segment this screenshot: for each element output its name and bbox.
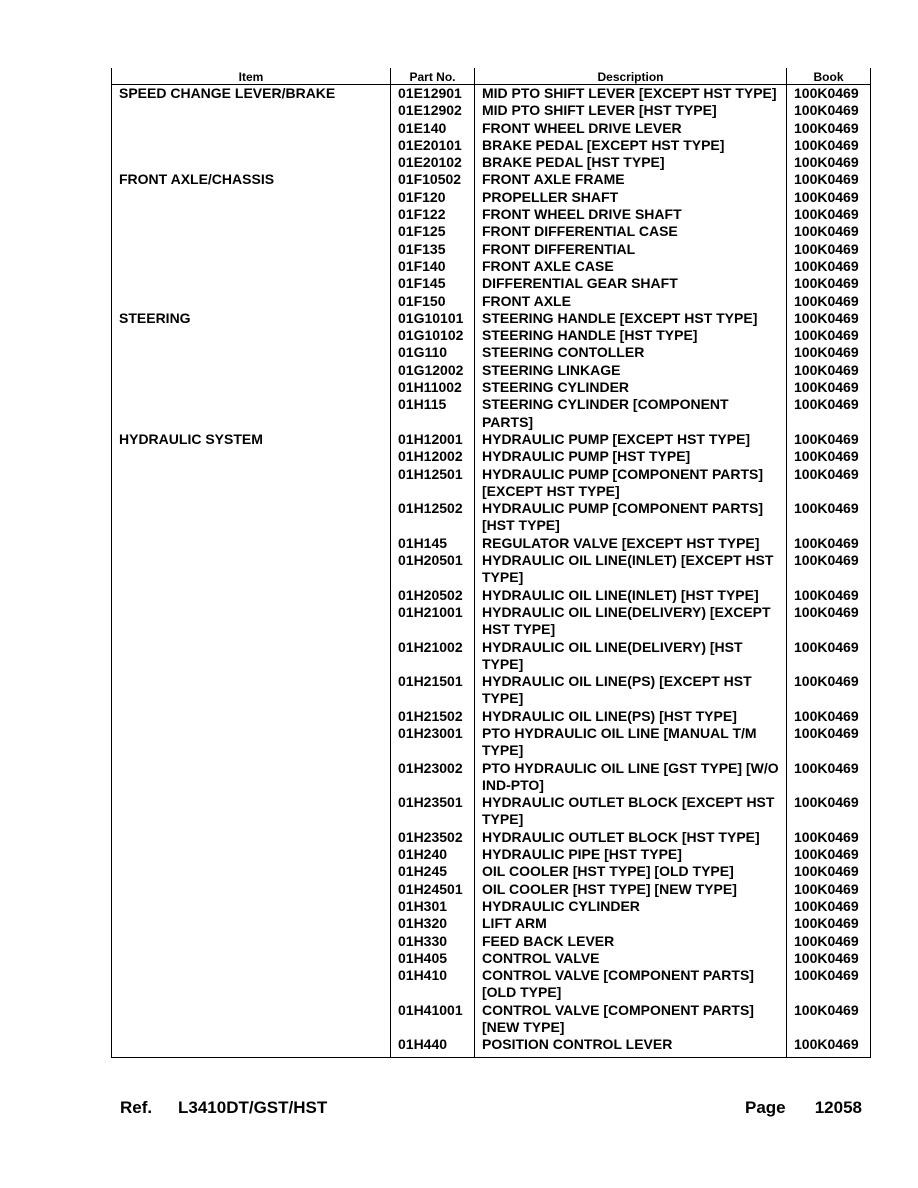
cell-part-no: 01F120 — [391, 189, 475, 206]
cell-description: FRONT WHEEL DRIVE SHAFT — [475, 206, 787, 223]
cell-description: CONTROL VALVE — [475, 950, 787, 967]
cell-description: STEERING HANDLE [HST TYPE] — [475, 327, 787, 344]
cell-item — [112, 898, 391, 915]
cell-part-no: 01H320 — [391, 915, 475, 932]
cell-part-no: 01H21501 — [391, 673, 475, 708]
cell-item: STEERING — [112, 310, 391, 327]
cell-book: 100K0469 — [787, 829, 871, 846]
table-row — [112, 154, 871, 171]
table-row — [112, 794, 871, 829]
cell-description: HYDRAULIC OIL LINE(INLET) [HST TYPE] — [475, 587, 787, 604]
cell-description: HYDRAULIC OUTLET BLOCK [EXCEPT HST TYPE] — [475, 794, 787, 829]
cell-description: FRONT DIFFERENTIAL CASE — [475, 223, 787, 240]
table-row — [112, 639, 871, 674]
cell-item — [112, 760, 391, 795]
cell-book: 100K0469 — [787, 241, 871, 258]
cell-description: LIFT ARM — [475, 915, 787, 932]
cell-book: 100K0469 — [787, 604, 871, 639]
cell-description: PTO HYDRAULIC OIL LINE [MANUAL T/M TYPE] — [475, 725, 787, 760]
cell-description: STEERING HANDLE [EXCEPT HST TYPE] — [475, 310, 787, 327]
cell-item — [112, 950, 391, 967]
table-row — [112, 950, 871, 967]
cell-item — [112, 535, 391, 552]
cell-item — [112, 915, 391, 932]
cell-item — [112, 881, 391, 898]
cell-part-no: 01E12902 — [391, 102, 475, 119]
cell-book: 100K0469 — [787, 881, 871, 898]
cell-item — [112, 189, 391, 206]
cell-part-no: 01H405 — [391, 950, 475, 967]
cell-book: 100K0469 — [787, 500, 871, 535]
cell-description: HYDRAULIC PUMP [COMPONENT PARTS] [EXCEPT HST TYPE] — [475, 466, 787, 501]
cell-description: HYDRAULIC PUMP [EXCEPT HST TYPE] — [475, 431, 787, 448]
cell-description: POSITION CONTROL LEVER — [475, 1036, 787, 1057]
cell-description: CONTROL VALVE [COMPONENT PARTS] [NEW TYPE] — [475, 1002, 787, 1037]
cell-description: OIL COOLER [HST TYPE] [OLD TYPE] — [475, 863, 787, 880]
cell-item — [112, 362, 391, 379]
cell-description: MID PTO SHIFT LEVER [HST TYPE] — [475, 102, 787, 119]
cell-description: BRAKE PEDAL [HST TYPE] — [475, 154, 787, 171]
cell-book: 100K0469 — [787, 1002, 871, 1037]
cell-book: 100K0469 — [787, 863, 871, 880]
table-row — [112, 915, 871, 932]
cell-part-no: 01F122 — [391, 206, 475, 223]
cell-book: 100K0469 — [787, 137, 871, 154]
cell-item — [112, 1036, 391, 1057]
cell-item — [112, 241, 391, 258]
cell-description: BRAKE PEDAL [EXCEPT HST TYPE] — [475, 137, 787, 154]
cell-item — [112, 829, 391, 846]
table-row — [112, 258, 871, 275]
cell-part-no: 01F125 — [391, 223, 475, 240]
cell-description: HYDRAULIC OIL LINE(INLET) [EXCEPT HST TYPE] — [475, 552, 787, 587]
cell-part-no: 01F145 — [391, 275, 475, 292]
table-row — [112, 898, 871, 915]
cell-book: 100K0469 — [787, 362, 871, 379]
cell-item — [112, 639, 391, 674]
table-row — [112, 1036, 871, 1057]
table-row — [112, 344, 871, 361]
cell-book: 100K0469 — [787, 379, 871, 396]
cell-item — [112, 258, 391, 275]
cell-description: STEERING CYLINDER — [475, 379, 787, 396]
cell-book: 100K0469 — [787, 85, 871, 103]
cell-part-no: 01H12502 — [391, 500, 475, 535]
table-row — [112, 448, 871, 465]
cell-part-no: 01E140 — [391, 120, 475, 137]
table-row — [112, 466, 871, 501]
cell-part-no: 01H330 — [391, 933, 475, 950]
cell-part-no: 01H24501 — [391, 881, 475, 898]
cell-part-no: 01F140 — [391, 258, 475, 275]
table-row — [112, 275, 871, 292]
cell-item: SPEED CHANGE LEVER/BRAKE — [112, 85, 391, 103]
table-row — [112, 933, 871, 950]
cell-book: 100K0469 — [787, 535, 871, 552]
cell-book: 100K0469 — [787, 258, 871, 275]
cell-book: 100K0469 — [787, 327, 871, 344]
table-row — [112, 241, 871, 258]
cell-item — [112, 708, 391, 725]
cell-part-no: 01H245 — [391, 863, 475, 880]
cell-item — [112, 344, 391, 361]
cell-book: 100K0469 — [787, 189, 871, 206]
cell-item — [112, 120, 391, 137]
cell-book: 100K0469 — [787, 206, 871, 223]
cell-item — [112, 137, 391, 154]
table-row — [112, 396, 871, 431]
cell-book: 100K0469 — [787, 967, 871, 1002]
table-row — [112, 673, 871, 708]
cell-item — [112, 846, 391, 863]
table-row — [112, 379, 871, 396]
table-row — [112, 293, 871, 310]
cell-book: 100K0469 — [787, 293, 871, 310]
table-body — [112, 85, 871, 1058]
cell-description: HYDRAULIC OIL LINE(PS) [HST TYPE] — [475, 708, 787, 725]
cell-part-no: 01H23501 — [391, 794, 475, 829]
table-row — [112, 587, 871, 604]
cell-description: HYDRAULIC CYLINDER — [475, 898, 787, 915]
table-row — [112, 206, 871, 223]
cell-part-no: 01F150 — [391, 293, 475, 310]
cell-description: FRONT AXLE — [475, 293, 787, 310]
cell-part-no: 01G110 — [391, 344, 475, 361]
cell-description: FRONT WHEEL DRIVE LEVER — [475, 120, 787, 137]
cell-part-no: 01H20501 — [391, 552, 475, 587]
cell-item — [112, 102, 391, 119]
column-header-part-no: Part No. — [391, 68, 475, 85]
cell-item — [112, 863, 391, 880]
table-row — [112, 120, 871, 137]
cell-part-no: 01H115 — [391, 396, 475, 431]
cell-item — [112, 154, 391, 171]
cell-description: REGULATOR VALVE [EXCEPT HST TYPE] — [475, 535, 787, 552]
column-header-description: Description — [475, 68, 787, 85]
table-row — [112, 881, 871, 898]
cell-book: 100K0469 — [787, 171, 871, 188]
cell-book: 100K0469 — [787, 310, 871, 327]
cell-item — [112, 448, 391, 465]
cell-item — [112, 673, 391, 708]
cell-part-no: 01E20102 — [391, 154, 475, 171]
cell-description: HYDRAULIC OUTLET BLOCK [HST TYPE] — [475, 829, 787, 846]
table-row — [112, 863, 871, 880]
cell-book: 100K0469 — [787, 552, 871, 587]
cell-book: 100K0469 — [787, 448, 871, 465]
column-header-item: Item — [112, 68, 391, 85]
cell-item — [112, 206, 391, 223]
cell-description: DIFFERENTIAL GEAR SHAFT — [475, 275, 787, 292]
cell-item — [112, 379, 391, 396]
table-row — [112, 535, 871, 552]
cell-item — [112, 552, 391, 587]
cell-item — [112, 587, 391, 604]
footer-ref-label: Ref. — [120, 1098, 153, 1117]
footer-model: L3410DT/GST/HST — [178, 1098, 328, 1117]
cell-book: 100K0469 — [787, 396, 871, 431]
table-row — [112, 189, 871, 206]
cell-item — [112, 396, 391, 431]
cell-book: 100K0469 — [787, 794, 871, 829]
cell-part-no: 01E12901 — [391, 85, 475, 103]
cell-book: 100K0469 — [787, 154, 871, 171]
cell-part-no: 01E20101 — [391, 137, 475, 154]
cell-part-no: 01F10502 — [391, 171, 475, 188]
cell-item — [112, 1002, 391, 1037]
cell-part-no: 01G12002 — [391, 362, 475, 379]
cell-description: CONTROL VALVE [COMPONENT PARTS] [OLD TYPE] — [475, 967, 787, 1002]
table-row — [112, 1002, 871, 1037]
cell-book: 100K0469 — [787, 120, 871, 137]
table-row — [112, 708, 871, 725]
table-row — [112, 137, 871, 154]
cell-part-no: 01H301 — [391, 898, 475, 915]
cell-description: FRONT AXLE CASE — [475, 258, 787, 275]
parts-table — [111, 68, 871, 1058]
cell-part-no: 01H21001 — [391, 604, 475, 639]
cell-part-no: 01H440 — [391, 1036, 475, 1057]
table-row — [112, 500, 871, 535]
cell-part-no: 01H11002 — [391, 379, 475, 396]
table-row — [112, 604, 871, 639]
cell-book: 100K0469 — [787, 1036, 871, 1057]
cell-item — [112, 275, 391, 292]
cell-book: 100K0469 — [787, 708, 871, 725]
cell-description: FRONT AXLE FRAME — [475, 171, 787, 188]
cell-description: STEERING LINKAGE — [475, 362, 787, 379]
parts-list-sheet — [111, 68, 870, 1058]
cell-book: 100K0469 — [787, 344, 871, 361]
cell-description: HYDRAULIC PIPE [HST TYPE] — [475, 846, 787, 863]
cell-part-no: 01H145 — [391, 535, 475, 552]
table-row — [112, 223, 871, 240]
table-row — [112, 102, 871, 119]
cell-book: 100K0469 — [787, 673, 871, 708]
cell-part-no: 01H12002 — [391, 448, 475, 465]
cell-part-no: 01G10101 — [391, 310, 475, 327]
table-row — [112, 85, 871, 103]
cell-part-no: 01H12501 — [391, 466, 475, 501]
cell-part-no: 01H23502 — [391, 829, 475, 846]
cell-item — [112, 967, 391, 1002]
cell-part-no: 01H410 — [391, 967, 475, 1002]
cell-description: STEERING CONTOLLER — [475, 344, 787, 361]
cell-description: STEERING CYLINDER [COMPONENT PARTS] — [475, 396, 787, 431]
cell-item — [112, 293, 391, 310]
footer-page-label: Page — [745, 1098, 786, 1117]
cell-description: HYDRAULIC OIL LINE(DELIVERY) [HST TYPE] — [475, 639, 787, 674]
cell-description: HYDRAULIC PUMP [COMPONENT PARTS] [HST TYPE] — [475, 500, 787, 535]
cell-item — [112, 466, 391, 501]
cell-item: HYDRAULIC SYSTEM — [112, 431, 391, 448]
cell-book: 100K0469 — [787, 102, 871, 119]
cell-part-no: 01H23001 — [391, 725, 475, 760]
cell-description: HYDRAULIC PUMP [HST TYPE] — [475, 448, 787, 465]
cell-description: FRONT DIFFERENTIAL — [475, 241, 787, 258]
cell-book: 100K0469 — [787, 466, 871, 501]
table-row — [112, 327, 871, 344]
table-row — [112, 552, 871, 587]
cell-description: HYDRAULIC OIL LINE(DELIVERY) [EXCEPT HST TYPE] — [475, 604, 787, 639]
cell-book: 100K0469 — [787, 725, 871, 760]
cell-book: 100K0469 — [787, 846, 871, 863]
cell-description: MID PTO SHIFT LEVER [EXCEPT HST TYPE] — [475, 85, 787, 103]
cell-item — [112, 500, 391, 535]
cell-part-no: 01F135 — [391, 241, 475, 258]
cell-book: 100K0469 — [787, 950, 871, 967]
cell-item — [112, 933, 391, 950]
table-row — [112, 725, 871, 760]
cell-item — [112, 604, 391, 639]
cell-item — [112, 223, 391, 240]
cell-book: 100K0469 — [787, 639, 871, 674]
cell-item — [112, 725, 391, 760]
table-row — [112, 967, 871, 1002]
cell-part-no: 01H23002 — [391, 760, 475, 795]
cell-description: PROPELLER SHAFT — [475, 189, 787, 206]
table-row — [112, 171, 871, 188]
cell-part-no: 01H21502 — [391, 708, 475, 725]
cell-book: 100K0469 — [787, 275, 871, 292]
footer-page-number: 12058 — [814, 1098, 862, 1117]
cell-item: FRONT AXLE/CHASSIS — [112, 171, 391, 188]
cell-part-no: 01G10102 — [391, 327, 475, 344]
cell-description: HYDRAULIC OIL LINE(PS) [EXCEPT HST TYPE] — [475, 673, 787, 708]
page-footer — [120, 1098, 862, 1118]
cell-description: OIL COOLER [HST TYPE] [NEW TYPE] — [475, 881, 787, 898]
cell-book: 100K0469 — [787, 933, 871, 950]
cell-book: 100K0469 — [787, 760, 871, 795]
cell-book: 100K0469 — [787, 915, 871, 932]
table-row — [112, 829, 871, 846]
table-row — [112, 310, 871, 327]
table-row — [112, 431, 871, 448]
cell-book: 100K0469 — [787, 431, 871, 448]
cell-book: 100K0469 — [787, 898, 871, 915]
table-header-row — [112, 68, 871, 85]
cell-part-no: 01H21002 — [391, 639, 475, 674]
cell-description: FEED BACK LEVER — [475, 933, 787, 950]
table-row — [112, 362, 871, 379]
cell-part-no: 01H12001 — [391, 431, 475, 448]
table-row — [112, 760, 871, 795]
cell-item — [112, 327, 391, 344]
column-header-book: Book — [787, 68, 871, 85]
cell-part-no: 01H41001 — [391, 1002, 475, 1037]
table-row — [112, 846, 871, 863]
cell-book: 100K0469 — [787, 587, 871, 604]
cell-item — [112, 794, 391, 829]
cell-part-no: 01H20502 — [391, 587, 475, 604]
cell-book: 100K0469 — [787, 223, 871, 240]
cell-part-no: 01H240 — [391, 846, 475, 863]
cell-description: PTO HYDRAULIC OIL LINE [GST TYPE] [W/O IND-PTO] — [475, 760, 787, 795]
